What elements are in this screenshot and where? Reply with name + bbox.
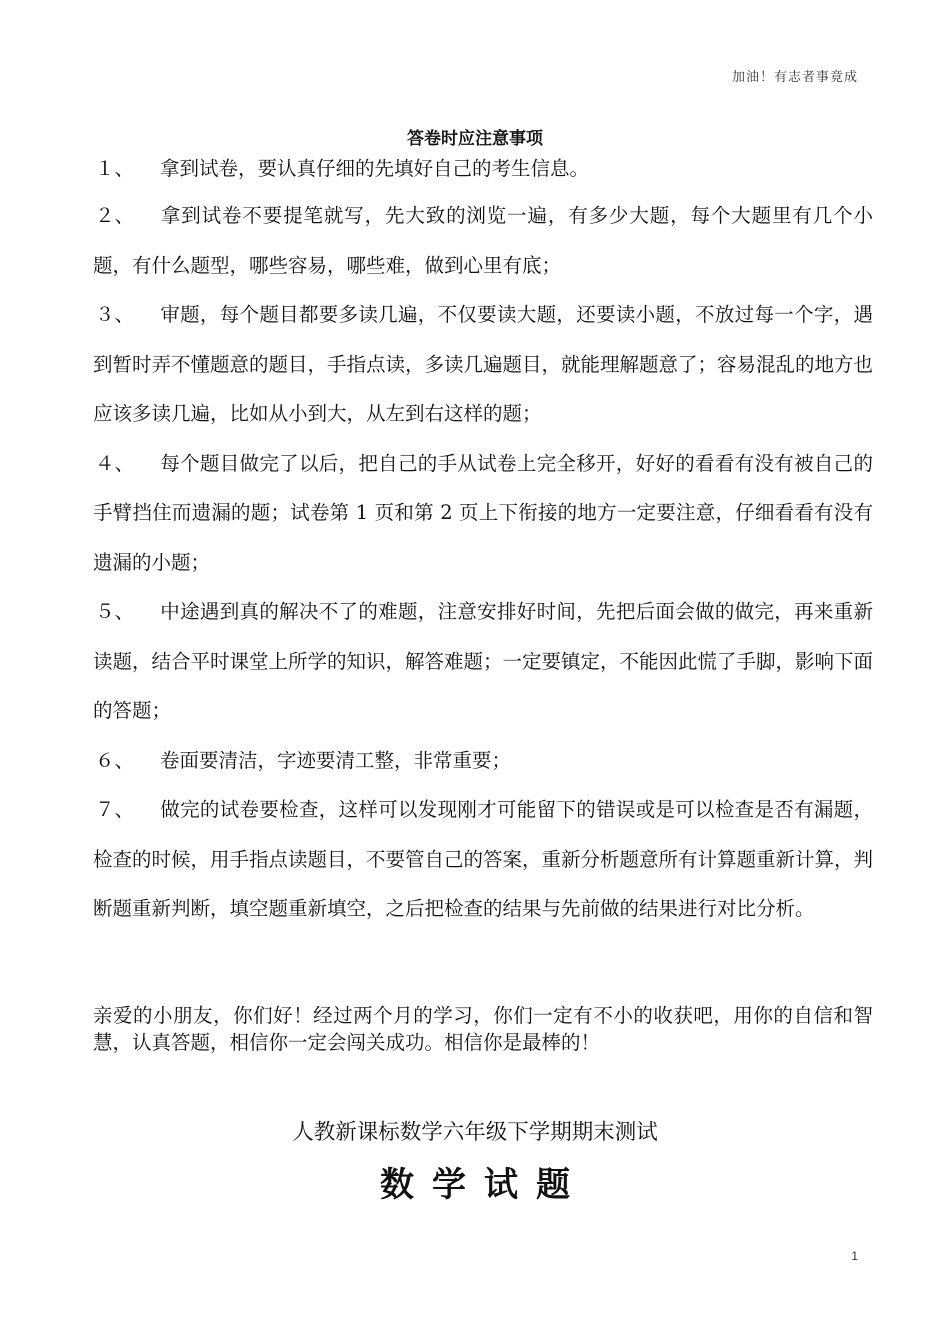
notice-item — [93, 439, 873, 588]
item-number: ２、 — [95, 204, 135, 227]
notice-item — [93, 147, 873, 191]
item-number: ４、 — [95, 451, 135, 475]
exam-title: 数学试题 — [380, 1165, 588, 1205]
item-number: １、 — [95, 157, 135, 180]
item-number: ５、 — [95, 600, 135, 623]
page-number: 1 — [851, 1249, 858, 1263]
item-number: ３、 — [95, 303, 135, 326]
item-number: ７、 — [95, 798, 135, 821]
notice-item — [93, 587, 873, 736]
item-number: ６、 — [95, 748, 135, 772]
notice-item — [93, 785, 873, 934]
item-text: 中途遇到真的解决不了的难题，注意安排好时间，先把后面会做的做完，再来重新读题，结合平时课堂上所学的知识，解答难题；一定要镇定，不能因此慌了手脚，影响下面的答题； — [93, 600, 874, 722]
greeting-paragraph: 亲爱的小朋友，你们好！经过两个月的学习，你们一定有不小的收获吧，用你的自信和智慧，认真答题，相信你一定会闯关成功。相信你是最棒的！ — [93, 1004, 873, 1054]
item-text: 拿到试卷不要提笔就写，先大致的浏览一遍，有多少大题，每个大题里有几个小题，有什么题型，哪些容易，哪些难，做到心里有底； — [93, 204, 873, 277]
item-text: 做完的试卷要检查，这样可以发现刚才可能留下的错误或是可以检查是否有漏题，检查的时候，用手指点读题目，不要管自己的答案，重新分析题意所有计算题重新计算，判断题重新判断，填空题重新填空，之后把检查的结果与先前做的结果进行对比分析。 — [93, 798, 874, 920]
notice-item — [93, 736, 873, 786]
item-text: 审题，每个题目都要多读几遍，不仅要读大题，还要读小题，不放过每一个字，遇到暂时弄不懂题意的题目，手指点读，多读几遍题目，就能理解题意了；容易混乱的地方也应该多读几遍，比如从小到大，从左到右这样的题； — [93, 303, 874, 425]
item-text: 每个题目做完了以后，把自己的手从试卷上完全移开，好好的看看有没有被自己的手臂挡住而遗漏的题；试卷第 1 页和第 2 页上下衔接的地方一定要注意，仔细看看有没有遗漏的小题； — [93, 451, 873, 574]
item-text: 卷面要清洁，字迹要清工整，非常重要； — [160, 748, 512, 772]
notice-item — [93, 191, 873, 290]
notice-item — [93, 290, 873, 439]
exam-subtitle: 人教新课标数学六年级下学期期末测试 — [292, 1120, 658, 1145]
header-motto: 加油！有志者事竟成 — [731, 70, 858, 85]
notice-list — [93, 147, 873, 934]
notice-title: 答卷时应注意事项 — [407, 129, 543, 149]
item-text: 拿到试卷，要认真仔细的先填好自己的考生信息。 — [160, 157, 590, 180]
